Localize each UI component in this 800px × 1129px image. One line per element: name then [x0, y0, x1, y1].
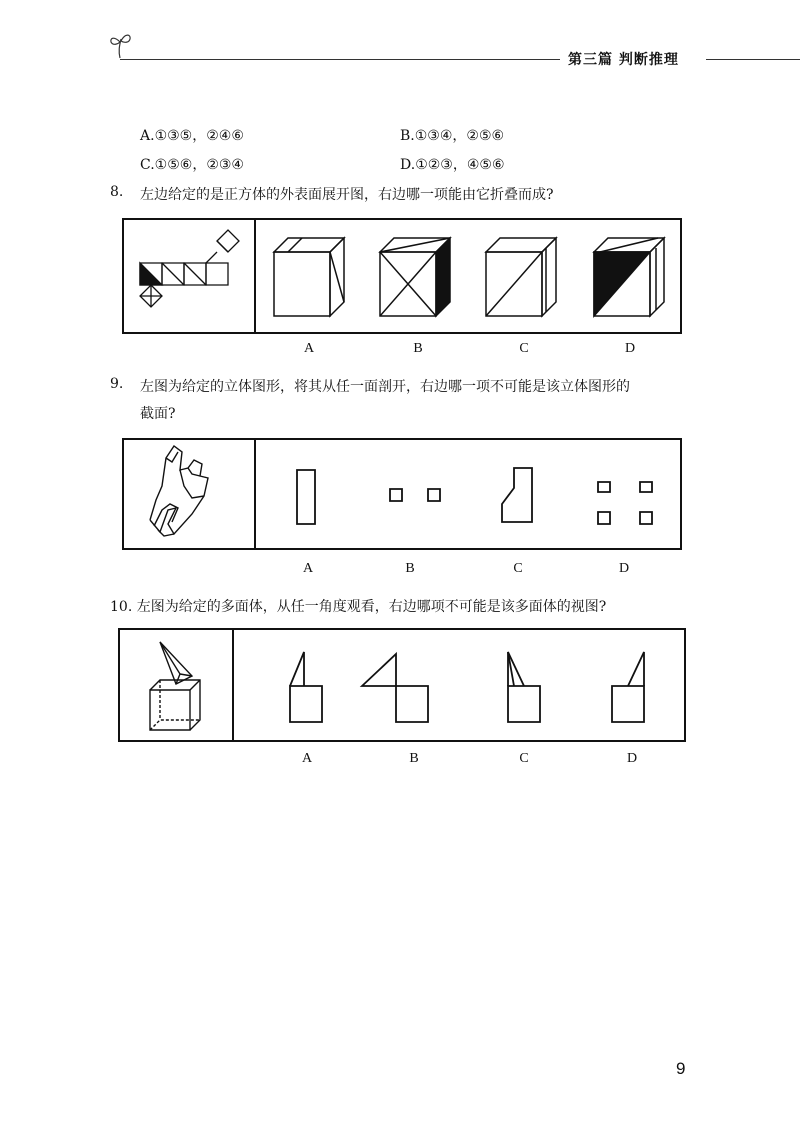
question-10-text: 左图为给定的多面体，从任一角度观看，右边哪项不可能是该多面体的视图?: [136, 599, 607, 615]
q7-option-c: [140, 154, 244, 174]
question-9-text-line2: 截面?: [140, 406, 176, 422]
q10-label-b: B: [409, 751, 419, 766]
q10-polyhedron: [150, 642, 200, 730]
q8-label-c: C: [519, 341, 529, 356]
question-10-number: 10.: [110, 599, 133, 615]
q9-label-c: C: [513, 561, 523, 576]
q8-label-d: D: [624, 341, 636, 356]
page-number: 9: [676, 1059, 686, 1078]
q9-figure: [122, 438, 682, 550]
q9-option-d-shape: [598, 482, 652, 524]
q10-option-b-view: [362, 654, 428, 722]
q10-option-a-view: [290, 652, 322, 722]
q9-option-a-shape: [297, 470, 315, 524]
option-text: ①③⑤，②④⑥: [154, 128, 244, 144]
q10-label-a: A: [301, 751, 313, 766]
option-letter: B.: [400, 128, 415, 144]
q9-label-a: A: [302, 561, 314, 576]
q10-label-d: D: [626, 751, 638, 766]
q9-label-b: B: [405, 561, 415, 576]
question-9-number: 9.: [110, 376, 124, 392]
q7-option-a: [140, 125, 244, 145]
option-letter: D.: [400, 157, 416, 173]
q10-option-d-view: [612, 652, 644, 722]
option-text: ①③④，②⑤⑥: [414, 128, 505, 144]
q8-label-a: A: [303, 341, 315, 356]
question-9-text-line1: 左图为给定的立体图形，将其从任一面剖开，右边哪一项不可能是该立体图形的: [140, 379, 630, 395]
question-8-number: 8.: [110, 184, 124, 200]
q10-figure: [118, 628, 686, 742]
q9-option-b-shape: [390, 489, 440, 501]
q9-solid-figure: [150, 446, 208, 536]
q8-figure: [122, 218, 682, 334]
option-letter: A.: [140, 128, 155, 144]
q9-label-d: D: [618, 561, 630, 576]
question-8-text: 左边给定的是正方体的外表面展开图，右边哪一项能由它折叠而成?: [140, 187, 554, 203]
leaf-sprout-icon: [108, 30, 134, 60]
q10-option-c-view: [508, 652, 540, 722]
q8-option-d-cube: [594, 238, 664, 316]
question-10-line: [110, 596, 606, 616]
q7-option-b: [400, 125, 504, 145]
option-text: ①⑤⑥，②③④: [154, 157, 244, 173]
q8-cube-net: [140, 230, 239, 307]
q10-label-c: C: [519, 751, 529, 766]
header-rule-right: [706, 59, 800, 60]
q8-option-b-cube: [380, 238, 450, 316]
option-letter: C.: [140, 157, 155, 173]
q8-option-c-cube: [486, 238, 556, 316]
q9-option-c-shape: [502, 468, 532, 522]
section-title: 第三篇 判断推理: [568, 52, 679, 68]
q8-label-b: B: [413, 341, 423, 356]
option-text: ①②③，④⑤⑥: [415, 157, 505, 173]
header-rule-left: [120, 59, 560, 60]
q8-option-a-cube: [274, 238, 344, 316]
q7-option-d: [400, 154, 505, 174]
